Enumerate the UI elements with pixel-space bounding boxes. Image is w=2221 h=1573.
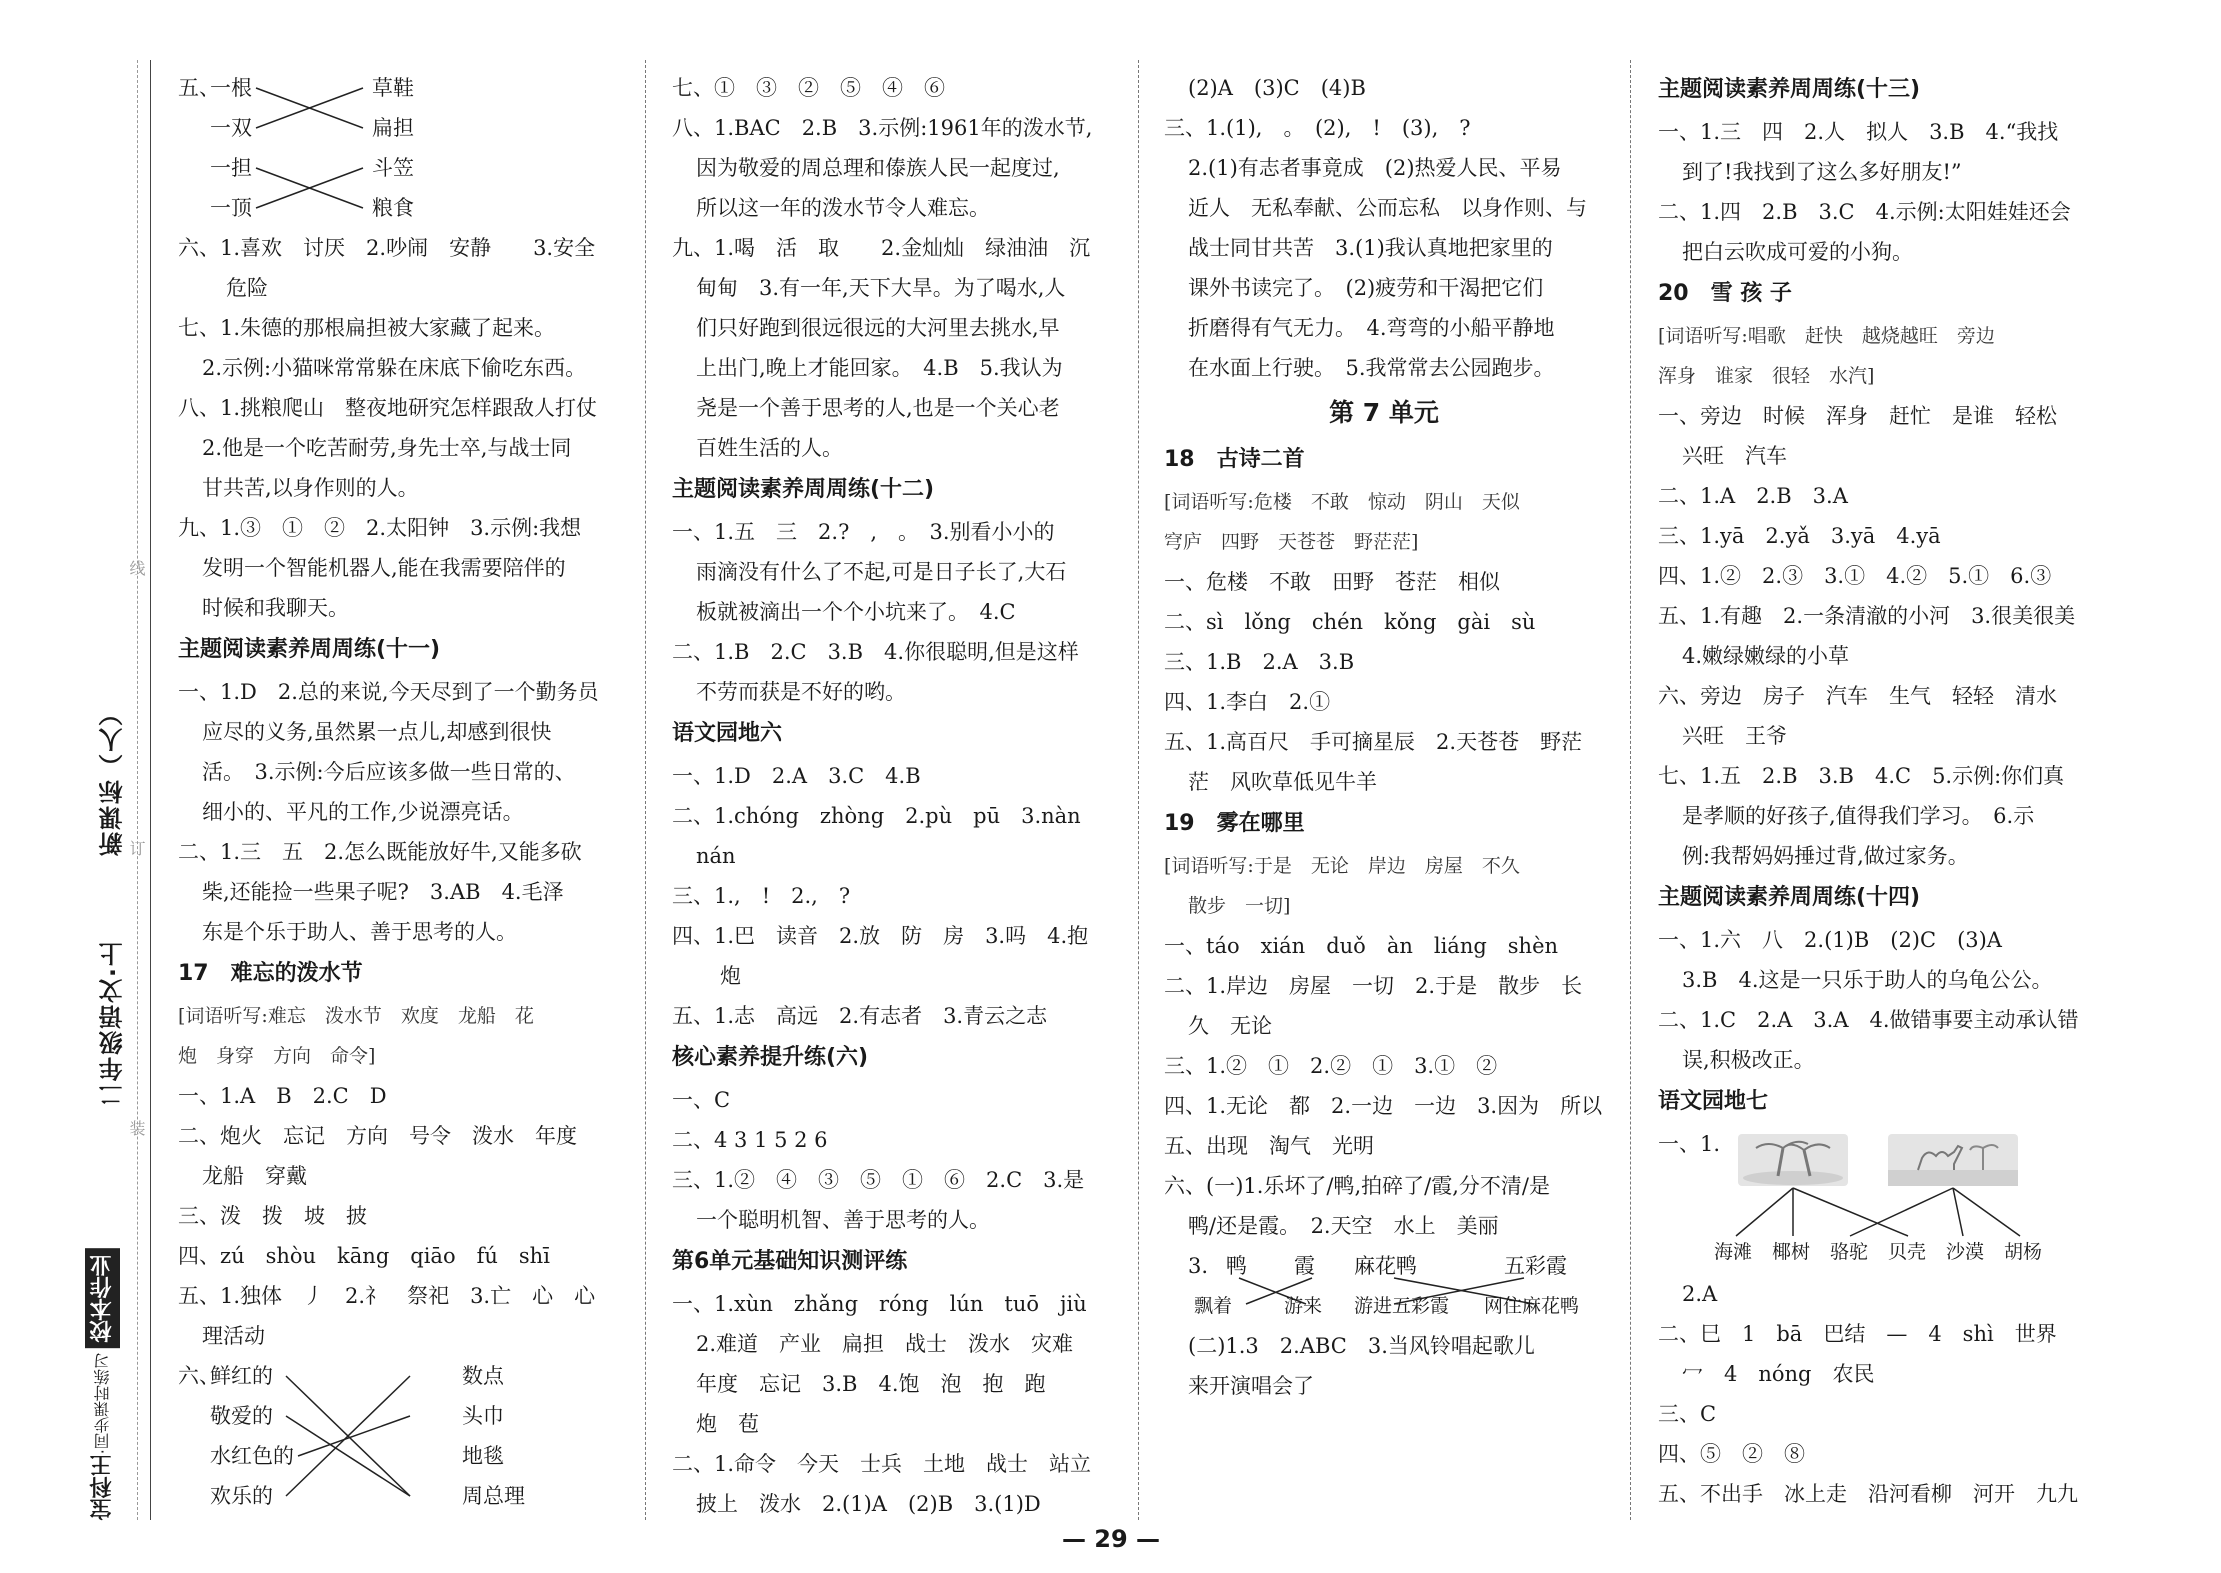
answer-line: 百姓生活的人。 bbox=[696, 436, 843, 460]
answer-column-2 bbox=[672, 68, 1112, 1524]
brand-badge: 校本作业 bbox=[85, 1248, 120, 1348]
answer-line: 五、不出手 冰上走 沿河看柳 河开 九九 bbox=[1658, 1482, 2078, 1506]
q3-bottom-1: 飘着 bbox=[1194, 1295, 1233, 1317]
answer-line: 甸甸 3.有一年,天下大旱。为了喝水,人 bbox=[696, 276, 1066, 300]
lesson-heading: 18 古诗二首 bbox=[1164, 447, 1305, 472]
answer-line: 所以这一年的泼水节令人难忘。 bbox=[696, 196, 990, 220]
answer-line: 二、巳 1 bā 巴结 — 4 shì 世界 bbox=[1658, 1322, 2057, 1346]
answer-line: 四、1.李白 2.① bbox=[1164, 690, 1331, 714]
section-heading: 主题阅读素养周周练(十四) bbox=[1658, 885, 1921, 910]
answer-line: 把白云吹成可爱的小狗。 bbox=[1682, 240, 1913, 264]
matching-exercise-3 bbox=[1164, 1246, 1604, 1326]
answer-line: 一、C bbox=[672, 1088, 731, 1112]
answer-line: 因为敬爱的周总理和傣族人民一起度过, bbox=[696, 156, 1060, 180]
answer-line: 四、⑤ ② ⑧ bbox=[1658, 1442, 1805, 1466]
answer-line: 三、泼 拨 坡 披 bbox=[178, 1204, 367, 1228]
answer-line: 六、(一)1.乐坏了/鸭,拍碎了/霞,分不清/是 bbox=[1164, 1174, 1550, 1198]
q1-word-1: 海滩 bbox=[1714, 1241, 1753, 1263]
q3-top-1: 鸭 bbox=[1226, 1254, 1247, 1278]
answer-line: 尧是一个善于思考的人,也是一个关心老 bbox=[696, 396, 1060, 420]
answer-line: 三、1.② ④ ③ ⑤ ① ⑥ 2.C 3.是 bbox=[672, 1168, 1085, 1192]
answer-line: 2.(1)有志者事竟成 (2)热爱人民、平易 bbox=[1188, 156, 1562, 180]
binding-spine bbox=[85, 60, 160, 1520]
answer-line: 二、1.C 2.A 3.A 4.做错事要主动承认错 bbox=[1658, 1008, 2079, 1032]
answer-line: 一、1.D 2.A 3.C 4.B bbox=[672, 764, 921, 788]
dictation-line: 炮 身穿 方向 命令] bbox=[178, 1045, 376, 1067]
q6-left-2: 敬爱的 bbox=[210, 1404, 273, 1428]
answer-line: 三、1.yā 2.yǎ 3.yā 4.yā bbox=[1658, 524, 1941, 548]
q1-word-6: 胡杨 bbox=[2004, 1241, 2043, 1263]
answer-line: 一、1.三 四 2.人 拟人 3.B 4.“我找 bbox=[1658, 120, 2059, 144]
answer-line: 板就被滴出一个个小坑来了。 4.C bbox=[696, 600, 1016, 624]
answer-line: 炮 苞 bbox=[696, 1412, 759, 1436]
picture-matching-exercise bbox=[1658, 1124, 2103, 1274]
answer-line: 三、C bbox=[1658, 1402, 1717, 1426]
series-label: 新课标（人） bbox=[99, 700, 127, 856]
answer-line: 八、1.挑粮爬山 整夜地研究怎样跟敌人打仗 bbox=[178, 396, 598, 420]
answer-line: 冖 4 nóng 农民 bbox=[1682, 1362, 1875, 1386]
answer-line: 发明一个智能机器人,能在我需要陪伴的 bbox=[202, 556, 566, 580]
answer-line: 应尽的义务,虽然累一点儿,却感到很快 bbox=[202, 720, 552, 744]
answer-line: 五、1.志 高远 2.有志者 3.青云之志 bbox=[672, 1004, 1048, 1028]
answer-column-1 bbox=[178, 68, 618, 1516]
brand-logo bbox=[85, 1248, 127, 1520]
section-heading: 核心素养提升练(六) bbox=[672, 1045, 869, 1070]
answer-line: 二、1.A 2.B 3.A bbox=[1658, 484, 1848, 508]
q3-top-2: 霞 bbox=[1294, 1254, 1315, 1278]
answer-line: 二、1.三 五 2.怎么既能放好牛,又能多砍 bbox=[178, 840, 582, 864]
dictation-line: [词语听写:唱歌 赶快 越烧越旺 旁边 bbox=[1658, 325, 1995, 347]
section-heading: 主题阅读素养周周练(十二) bbox=[672, 477, 935, 502]
q5-right-4: 粮食 bbox=[372, 196, 414, 220]
q1-word-4: 贝壳 bbox=[1888, 1241, 1927, 1263]
q5-right-2: 扁担 bbox=[372, 116, 414, 140]
answer-line: 四、1.② 2.③ 3.① 4.② 5.① 6.③ bbox=[1658, 564, 2052, 588]
lesson-heading: 19 雾在哪里 bbox=[1164, 811, 1305, 836]
page-number: — 29 — bbox=[1061, 1525, 1161, 1553]
unit-title: 第 7 单元 bbox=[1329, 398, 1439, 427]
q1-word-3: 骆驼 bbox=[1830, 1241, 1869, 1263]
answer-line: 上出门,晚上才能回家。 4.B 5.我认为 bbox=[696, 356, 1063, 380]
q6-left-3: 水红色的 bbox=[210, 1444, 294, 1468]
answer-line: 鸭/还是霞。 2.天空 水上 美丽 bbox=[1188, 1214, 1499, 1238]
answer-line: 折磨得有气无力。 4.弯弯的小船平静地 bbox=[1188, 316, 1555, 340]
answer-line: 兴旺 王爷 bbox=[1682, 724, 1787, 748]
column-divider-1 bbox=[645, 60, 646, 1520]
answer-line: 活。 3.示例:今后应该多做一些日常的、 bbox=[202, 760, 576, 784]
answer-line: 五、出现 淘气 光明 bbox=[1164, 1134, 1374, 1158]
answer-line: 二、1.四 2.B 3.C 4.示例:太阳娃娃还会 bbox=[1658, 200, 2071, 224]
answer-line: 理活动 bbox=[202, 1324, 265, 1348]
q6-left-4: 欢乐的 bbox=[210, 1484, 273, 1508]
q3-top-3: 麻花鸭 bbox=[1354, 1254, 1417, 1278]
q1-word-2: 椰树 bbox=[1772, 1241, 1811, 1263]
answer-line: 三、1.B 2.A 3.B bbox=[1164, 650, 1355, 674]
section-heading: 语文园地七 bbox=[1658, 1089, 1769, 1114]
q6-right-3: 地毯 bbox=[462, 1444, 504, 1468]
answer-line: 一、1.D 2.总的来说,今天尽到了一个勤务员 bbox=[178, 680, 599, 704]
answer-line: 三、1.② ① 2.② ① 3.① ② bbox=[1164, 1054, 1498, 1078]
answer-line: 二、1.chóng zhòng 2.pù pū 3.nàn bbox=[672, 804, 1081, 828]
answer-line: (二)1.3 2.ABC 3.当风铃唱起歌儿 bbox=[1188, 1334, 1535, 1358]
answer-line: 一、旁边 时候 浑身 赶忙 是谁 轻松 bbox=[1658, 404, 2057, 428]
answer-line: 三、1., ! 2., ? bbox=[672, 884, 851, 908]
answer-line: 披上 泼水 2.(1)A (2)B 3.(1)D bbox=[696, 1492, 1041, 1516]
q5-label: 五、 bbox=[178, 76, 220, 100]
grade-label: 二年级语文·上 bbox=[99, 940, 127, 1108]
q6-label: 六、 bbox=[178, 1364, 220, 1388]
section-heading: 主题阅读素养周周练(十一) bbox=[178, 637, 441, 662]
answer-line: 兴旺 汽车 bbox=[1682, 444, 1787, 468]
answer-line: 东是个乐于助人、善于思考的人。 bbox=[202, 920, 517, 944]
dictation-line: [词语听写:危楼 不敢 惊动 阴山 天似 bbox=[1164, 491, 1520, 513]
dictation-line: 浑身 谁家 很轻 水汽] bbox=[1658, 365, 1875, 387]
answer-line: 龙船 穿戴 bbox=[202, 1164, 307, 1188]
answer-line: 八、1.BAC 2.B 3.示例:1961年的泼水节, bbox=[672, 116, 1093, 140]
answer-line: 四、1.无论 都 2.一边 一边 3.因为 所以 bbox=[1164, 1094, 1603, 1118]
dictation-line: [词语听写:难忘 泼水节 欢度 龙船 花 bbox=[178, 1005, 534, 1027]
answer-line: 例:我帮妈妈捶过背,做过家务。 bbox=[1682, 844, 1969, 868]
answer-line: 年度 忘记 3.B 4.饱 泡 抱 跑 bbox=[696, 1372, 1046, 1396]
section-heading: 语文园地六 bbox=[672, 721, 783, 746]
answer-line: 柴,还能捡一些果子呢? 3.AB 4.毛泽 bbox=[202, 880, 564, 904]
answer-line: 一、危楼 不敢 田野 苍茫 相似 bbox=[1164, 570, 1500, 594]
answer-line: 一个聪明机智、善于思考的人。 bbox=[696, 1208, 990, 1232]
answer-line: 4.嫩绿嫩绿的小草 bbox=[1682, 644, 1850, 668]
answer-line: 一、1.五 三 2.? , 。 3.别看小小的 bbox=[672, 520, 1055, 544]
answer-line: 五、1.有趣 2.一条清澈的小河 3.很美很美 bbox=[1658, 604, 2076, 628]
answer-line: 一、1.六 八 2.(1)B (2)C (3)A bbox=[1658, 928, 2002, 952]
answer-line: 七、1.朱德的那根扁担被大家藏了起来。 bbox=[178, 316, 556, 340]
matching-exercise-5 bbox=[178, 68, 618, 228]
q5-right-3: 斗笠 bbox=[372, 156, 414, 180]
answer-line: 四、zú shòu kāng qiāo fú shī bbox=[178, 1244, 550, 1268]
answer-line: 二、1.命令 今天 士兵 土地 战士 站立 bbox=[672, 1452, 1092, 1476]
cut-mark-2: 订 bbox=[127, 840, 146, 856]
q5-left-4: 一顶 bbox=[210, 196, 252, 220]
answer-line: 三、1.(1), 。 (2), ! (3), ? bbox=[1164, 116, 1471, 140]
q6-left-1: 鲜红的 bbox=[210, 1364, 273, 1388]
answer-line: 到了!我找到了这么多好朋友!” bbox=[1682, 160, 1962, 184]
answer-line: 二、1.岸边 房屋 一切 2.于是 散步 长 bbox=[1164, 974, 1583, 998]
answer-line: 时候和我聊天。 bbox=[202, 596, 349, 620]
answer-line: 2.难道 产业 扁担 战士 泼水 灾难 bbox=[696, 1332, 1074, 1356]
answer-line: 一、táo xián duǒ àn liáng shèn bbox=[1164, 934, 1559, 958]
answer-line: nán bbox=[696, 844, 736, 868]
lesson-heading: 17 难忘的泼水节 bbox=[178, 961, 363, 986]
answer-line: 2.A bbox=[1682, 1282, 1718, 1306]
answer-line: 2.他是一个吃苦耐劳,身先士卒,与战士同 bbox=[202, 436, 572, 460]
matching-exercise-6 bbox=[178, 1356, 618, 1516]
dictation-line: 散步 一切] bbox=[1188, 895, 1291, 917]
answer-line: 3.B 4.这是一只乐于助人的乌龟公公。 bbox=[1682, 968, 2053, 992]
answer-line: 茫 风吹草低见牛羊 bbox=[1188, 770, 1377, 794]
brand-name: 宝科王 bbox=[90, 1454, 115, 1520]
q5-left-1: 一根 bbox=[210, 76, 252, 100]
answer-line: 二、sì lǒng chén kǒng gài sù bbox=[1164, 610, 1536, 634]
section-heading: 主题阅读素养周周练(十三) bbox=[1658, 77, 1921, 102]
answer-line: 战士同甘共苦 3.(1)我认真地把家里的 bbox=[1188, 236, 1553, 260]
answer-line: 九、1.③ ① ② 2.太阳钟 3.示例:我想 bbox=[178, 516, 582, 540]
answer-line: 误,积极改正。 bbox=[1682, 1048, 1815, 1072]
answer-line: 近人 无私奉献、公而忘私 以身作则、与 bbox=[1188, 196, 1587, 220]
answer-line: 五、1.独体 丿 2.礻 祭祀 3.亡 心 心 bbox=[178, 1284, 596, 1308]
q5-left-3: 一担 bbox=[210, 156, 252, 180]
answer-line: 五、1.高百尺 手可摘星辰 2.天苍苍 野茫 bbox=[1164, 730, 1583, 754]
q3-bottom-2: 游来 bbox=[1284, 1295, 1323, 1317]
answer-line: 来开演唱会了 bbox=[1188, 1374, 1314, 1398]
spine-border bbox=[150, 60, 151, 1520]
q1-label: 一、1. bbox=[1658, 1132, 1721, 1156]
dictation-line: [词语听写:于是 无论 岸边 房屋 不久 bbox=[1164, 855, 1520, 877]
answer-line: 危险 bbox=[226, 276, 268, 300]
q6-right-1: 数点 bbox=[462, 1364, 504, 1388]
answer-line: 雨滴没有什么了不起,可是日子长了,大石 bbox=[696, 560, 1067, 584]
answer-line: 炮 bbox=[720, 964, 741, 988]
answer-line: 七、① ③ ② ⑤ ④ ⑥ bbox=[672, 76, 945, 100]
dictation-line: 穹庐 四野 天苍苍 野茫茫] bbox=[1164, 531, 1419, 553]
q6-right-2: 头巾 bbox=[462, 1404, 504, 1428]
answer-line: 2.示例:小猫咪常常躲在床底下偷吃东西。 bbox=[202, 356, 587, 380]
answer-line: 甘共苦,以身作则的人。 bbox=[202, 476, 419, 500]
column-divider-3 bbox=[1630, 60, 1631, 1520]
lesson-heading: 20 雪 孩 子 bbox=[1658, 281, 1792, 306]
q3-top-4: 五彩霞 bbox=[1504, 1254, 1567, 1278]
answer-line: 不劳而获是不好的哟。 bbox=[696, 680, 906, 704]
answer-column-4 bbox=[1658, 68, 2103, 1514]
column-divider-2 bbox=[1138, 60, 1139, 1520]
cut-mark-3: 装 bbox=[127, 1120, 146, 1136]
section-heading: 第6单元基础知识测评练 bbox=[672, 1249, 908, 1274]
answer-line: 是孝顺的好孩子,值得我们学习。 6.示 bbox=[1682, 804, 2035, 828]
q3-bottom-4: 网住麻花鸭 bbox=[1484, 1295, 1580, 1317]
answer-line: 九、1.喝 活 取 2.金灿灿 绿油油 沉 bbox=[672, 236, 1091, 260]
q3-label: 3. bbox=[1188, 1254, 1209, 1278]
answer-line: 课外书读完了。 (2)疲劳和干渴把它们 bbox=[1188, 276, 1544, 300]
brand-subtitle: ·同步课时练习 bbox=[93, 1352, 112, 1454]
answer-line: 二、炮火 忘记 方向 号令 泼水 年度 bbox=[178, 1124, 577, 1148]
answer-line: 细小的、平凡的工作,少说漂亮话。 bbox=[202, 800, 524, 824]
answer-line: 六、旁边 房子 汽车 生气 轻轻 清水 bbox=[1658, 684, 2057, 708]
answer-line: 二、1.B 2.C 3.B 4.你很聪明,但是这样 bbox=[672, 640, 1079, 664]
q3-bottom-3: 游进五彩霞 bbox=[1354, 1295, 1450, 1317]
answer-line: 二、4 3 1 5 2 6 bbox=[672, 1128, 828, 1152]
answer-line: 一、1.xùn zhǎng róng lún tuō jiù bbox=[672, 1292, 1087, 1316]
answer-line: 四、1.巴 读音 2.放 防 房 3.吗 4.抱 bbox=[672, 924, 1089, 948]
answer-line: 在水面上行驶。 5.我常常去公园跑步。 bbox=[1188, 356, 1555, 380]
answer-column-3 bbox=[1164, 68, 1604, 1406]
answer-line: 一、1.A B 2.C D bbox=[178, 1084, 387, 1108]
answer-line: 七、1.五 2.B 3.B 4.C 5.示例:你们真 bbox=[1658, 764, 2065, 788]
cut-mark-1: 线 bbox=[127, 560, 146, 576]
q1-word-5: 沙漠 bbox=[1946, 1241, 1985, 1263]
answer-line: 们只好跑到很远很远的大河里去挑水,早 bbox=[696, 316, 1060, 340]
q5-left-2: 一双 bbox=[210, 116, 252, 140]
answer-line: 六、1.喜欢 讨厌 2.吵闹 安静 3.安全 bbox=[178, 236, 596, 260]
answer-line: 久 无论 bbox=[1188, 1014, 1272, 1038]
q5-right-1: 草鞋 bbox=[372, 76, 414, 100]
q6-right-4: 周总理 bbox=[462, 1484, 525, 1508]
answer-line: (2)A (3)C (4)B bbox=[1188, 76, 1366, 100]
